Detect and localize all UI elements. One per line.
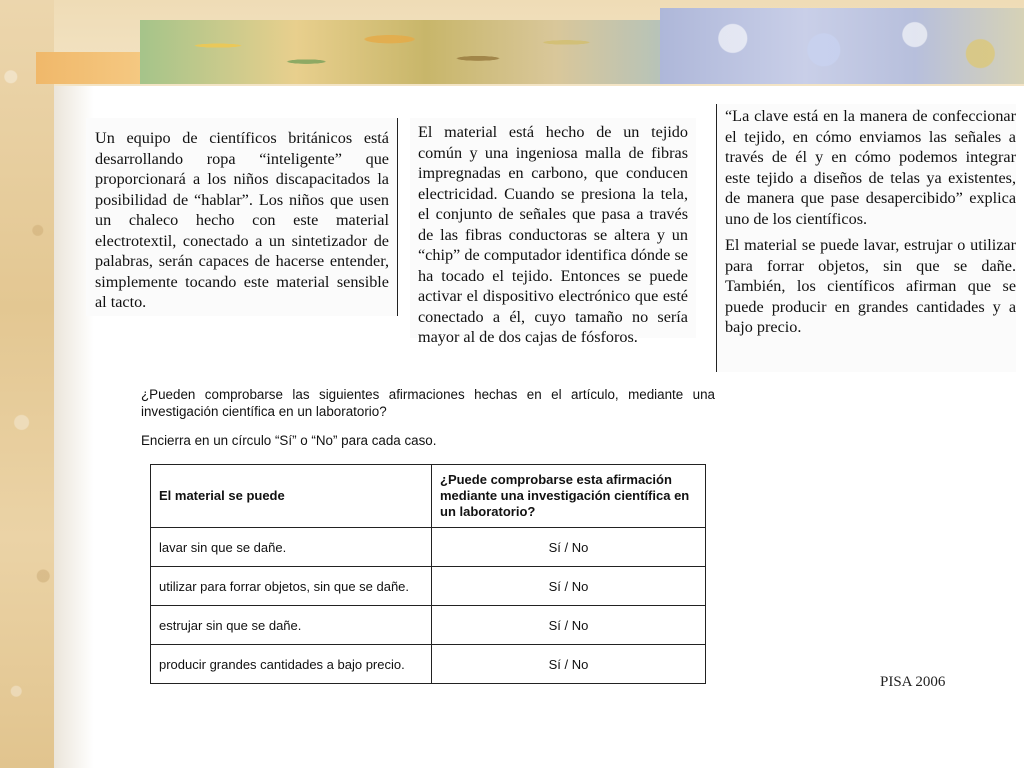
table-row [151,645,706,684]
answer-choice[interactable]: Sí / No [432,645,706,684]
answer-choice[interactable]: Sí / No [432,606,706,645]
claims-table [150,464,706,684]
question-text: ¿Pueden comprobarse las siguientes afirmaciones hechas en el artículo, mediante una investigación científica en un laboratorio? [141,387,715,419]
article-paragraph-right-claims: El material se puede lavar, estrujar o utilizar para forrar objetos, sin que se dañe. También, los científicos afirman que se puede producir en grandes cantidades y a bajo precio. [725,236,1016,336]
claim-cell: lavar sin que se dañe. [151,528,432,567]
question-instruction: Encierra en un círculo “Sí” o “No” para cada caso. [141,433,437,448]
claims-header-material: El material se puede [151,465,432,528]
claims-header-verifiable: ¿Puede comprobarse esta afirmación mediante una investigación científica en un laboratorio? [432,465,706,528]
claims-table-header-row [151,465,706,528]
question-block [137,378,719,700]
source-citation: PISA 2006 [880,674,946,690]
answer-choice[interactable]: Sí / No [432,528,706,567]
table-row [151,528,706,567]
article-panel-left [86,118,398,316]
answer-choice[interactable]: Sí / No [432,567,706,606]
table-row [151,606,706,645]
article-paragraph-right-quote: “La clave está en la manera de confeccionar el tejido, en cómo enviamos las señales a través de él y en cómo podemos integrar este tejido a diseños de telas ya existentes, de manera que pase desapercibido” explica uno de los científicos. [725,107,1016,228]
article-paragraph-left: Un equipo de científicos británicos está desarrollando ropa “inteligente” que proporcionará a los niños discapacitados la posibilidad de “hablar”. Los niños que usen un chaleco hecho con este material electrotextil, conectado a un sintetizador de palabras, serán capaces de hacerse entender, simplemente tocando este material sensible al tacto. [95,129,389,311]
claim-cell: producir grandes cantidades a bajo precio. [151,645,432,684]
article-paragraph-middle: El material está hecho de un tejido común y una ingeniosa malla de fibras impregnadas en carbono, que conducen electricidad. Cuando se presiona la tela, el conjunto de señales que pasa a través de las fibras conductoras se altera y un “chip” de computador identifica dónde se ha tocado el tejido. Entonces se puede activar el dispositivo electrónico que esté conectado a él, cuyo tamaño no sería mayor al de dos cajas de fósforos. [418,123,688,346]
banner-leaves-image [140,20,660,84]
background-left-texture [0,0,54,768]
article-panel-middle [410,118,696,346]
article-panel-right [716,104,1016,372]
claim-cell: estrujar sin que se dañe. [151,606,432,645]
table-row [151,567,706,606]
banner-blue-image [660,8,1024,84]
claim-cell: utilizar para forrar objetos, sin que se dañe. [151,567,432,606]
